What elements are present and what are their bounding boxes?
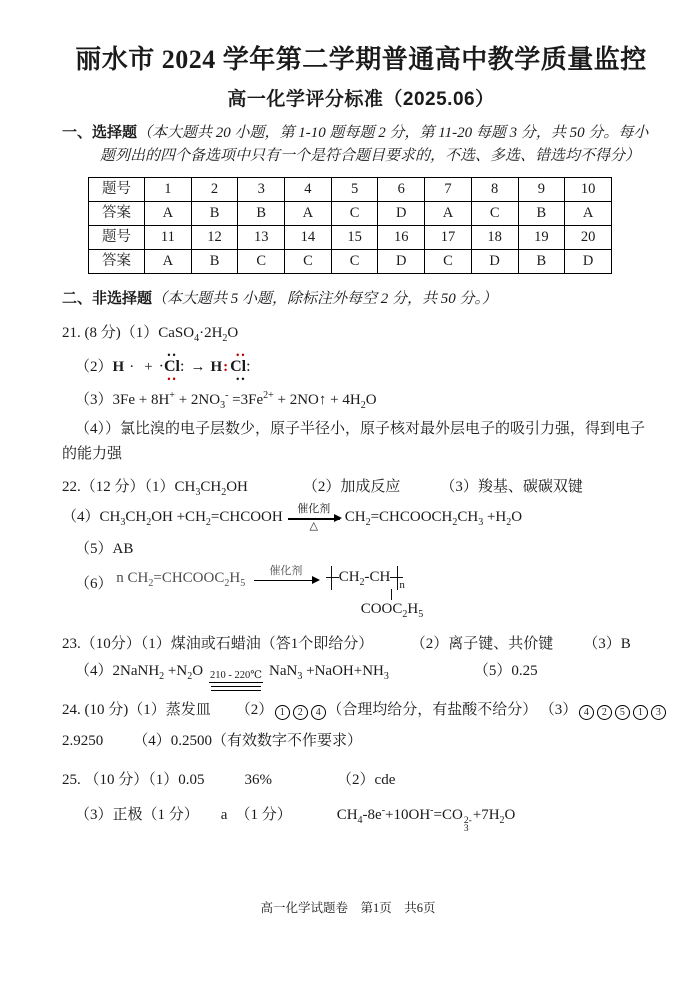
- answer-cell: C: [238, 250, 285, 274]
- answer-item: （4）0.2500（有效数字不作要求）: [133, 732, 363, 749]
- q25-line1: [62, 769, 660, 792]
- q21-lewis-line: [75, 351, 660, 383]
- reaction-arrow: [288, 503, 340, 532]
- table-row: [89, 202, 612, 226]
- q21-line3: [75, 389, 660, 412]
- atom-symbol: Cl: [163, 358, 180, 375]
- answer-cell: 4: [285, 178, 332, 202]
- electron-dots-right: :: [179, 358, 185, 375]
- answer-cell: B: [238, 202, 285, 226]
- electron-dots-top: ••: [167, 350, 178, 360]
- answer-cell: 3: [238, 178, 285, 202]
- circled-number: 5: [615, 705, 630, 720]
- circled-number: 1: [633, 705, 648, 720]
- circled-number: 2: [293, 705, 308, 720]
- circled-number: 4: [579, 705, 594, 720]
- chemical-equation: $NaN_3 +NaOH+NH_3$: [269, 662, 389, 682]
- answer-cell: 1: [145, 178, 192, 202]
- lewis-structure: [75, 351, 252, 383]
- answer-item: （2）离子键、共价键: [418, 635, 554, 652]
- question-number: 25. （10 分）: [62, 771, 149, 788]
- answer-value: 36%: [244, 771, 273, 788]
- section1-instructions: （本大题共 20 小题，第 1-10 题每题 2 分，第 11-20 每题 3 分，共 50 分。每小题列出的四个备选项中只有一个是符合题目要求的，不选、多选、错选均不得分）: [100, 125, 649, 164]
- polymer-backbone: [331, 565, 404, 591]
- answer-item: （5）0.25: [473, 662, 538, 679]
- polymer-bracket-right: [390, 566, 398, 590]
- answer-cell: 5: [331, 178, 378, 202]
- answer-cell: A: [285, 202, 332, 226]
- answer-cell: 17: [425, 226, 472, 250]
- answer-item: （2）加成反应: [302, 479, 401, 495]
- answer-cell: C: [331, 250, 378, 274]
- answer-cell: A: [565, 202, 612, 226]
- catalyst-label: 催化剂: [269, 564, 303, 577]
- table-row: [89, 226, 612, 250]
- heat-symbol: △: [309, 519, 318, 532]
- table-row: [89, 250, 612, 274]
- arrow-head: [334, 514, 342, 522]
- pendant-group: $COOC_2H_5$: [360, 600, 424, 620]
- arrow-head: [312, 576, 320, 584]
- item-label: （2）: [235, 701, 274, 718]
- hydrogen-atom: H: [210, 358, 223, 375]
- electron-dots-right: :: [246, 358, 251, 375]
- answer-text: 的能力强: [62, 446, 123, 462]
- answer-cell: B: [191, 202, 238, 226]
- question-number: 23.（10分）: [62, 635, 141, 652]
- circled-answers: [577, 702, 667, 718]
- circled-number: 2: [597, 705, 612, 720]
- item-label: （2）: [75, 358, 113, 375]
- subscript-count: 3: [463, 823, 469, 834]
- arrow-icon: →: [190, 358, 206, 375]
- page-subtitle: 高一化学评分标准（2025.06）: [227, 89, 495, 110]
- degree-of-polymerization: n: [399, 579, 405, 591]
- superscript-charge: 2-: [463, 815, 472, 826]
- answer-cell: 12: [191, 226, 238, 250]
- answer-cell: A: [145, 250, 192, 274]
- chemical-equation: （4）2NaNH$_2$ $+N_2O$: [75, 662, 204, 682]
- q22-line1: [62, 476, 660, 499]
- q25-line2: [75, 804, 660, 833]
- q22-line6: [75, 565, 660, 623]
- arrow-line: [254, 580, 318, 582]
- q22-reaction-line: [62, 503, 660, 532]
- monomer-formula: n $CH_2=CHCOOC_2H_5$: [116, 569, 246, 589]
- q23-reaction-line: [75, 660, 660, 691]
- section2-instructions: （本大题共 5 小题，除标注外每空 2 分，共 50 分。）: [152, 291, 498, 307]
- answer-value: a: [220, 806, 228, 823]
- section1-paragraph: [62, 122, 660, 168]
- row-header-cell: 答案: [89, 202, 145, 226]
- chemical-equation: $(4)CH_3CH_2OH$ $+CH_2=CHCOOH$: [62, 508, 283, 528]
- answer-item: （3）B: [583, 635, 631, 652]
- electron-dot: ·: [158, 358, 164, 375]
- table-row: [89, 178, 612, 202]
- question-number: 24. (10 分): [62, 701, 129, 718]
- answer-item: （1）0.05: [148, 771, 205, 788]
- answer-item: 21. (8 分)$(1)CaSO_4\cdot 2H_2O$: [62, 325, 239, 344]
- answer-cell: 7: [425, 178, 472, 202]
- grading-note: （合理均给分，有盐酸不给分）: [327, 701, 538, 718]
- q24-line2: [62, 730, 660, 753]
- answer-cell: 9: [518, 178, 565, 202]
- q23-line1: [62, 633, 660, 656]
- answer-cell: 10: [565, 178, 612, 202]
- answer-cell: 16: [378, 226, 425, 250]
- electron-dots-bottom: ••: [236, 374, 247, 384]
- answer-cell: 6: [378, 178, 425, 202]
- answer-text: （4））氯比溴的电子层数少，原子半径小，原子核对最外层电子的吸引力强，得到电子: [75, 421, 646, 437]
- arrow-line: [288, 518, 340, 520]
- document-content: [0, 44, 696, 833]
- section2-heading: 二、非选择题: [62, 291, 153, 307]
- equation-part: $+7H_2O$: [472, 806, 516, 826]
- circled-answers: [273, 702, 327, 718]
- equation-part: $CH_4-8e^-+10OH^-=CO$: [336, 804, 463, 826]
- answer-cell: 15: [331, 226, 378, 250]
- section1-heading: 一、选择题: [62, 125, 138, 141]
- answer-cell: 11: [145, 226, 192, 250]
- page-title: 丽水市 2024 学年第二学期普通高中教学质量监控: [75, 45, 647, 74]
- circled-number: 3: [651, 705, 666, 720]
- q22-line5: [75, 538, 660, 561]
- answer-cell: C: [471, 202, 518, 226]
- chemical-equation: $CH_2=CHCOOCH_2CH_3 +H_2O$: [344, 508, 523, 528]
- answer-cell: A: [145, 202, 192, 226]
- atom-row: [159, 359, 185, 375]
- bond-electron-pair: :: [223, 358, 229, 375]
- polymer-bracket-left: [331, 566, 339, 590]
- answer-table: [88, 177, 612, 274]
- electron-dots-bottom: ••: [167, 374, 178, 384]
- reaction-condition-equals: [209, 669, 263, 691]
- row-header-cell: 题号: [89, 226, 145, 250]
- atom-symbol: Cl: [230, 358, 247, 375]
- reaction-arrow: [254, 565, 318, 583]
- double-line-equals: [211, 686, 261, 691]
- answer-item: $(1)CH_3CH_2OH$: [144, 479, 248, 498]
- temperature-condition: 210 - 220℃: [210, 669, 263, 681]
- electrode-equation: [336, 804, 516, 834]
- q21-line4b: [62, 443, 660, 466]
- atom-row: [230, 359, 250, 375]
- stacked-charge: [464, 817, 472, 833]
- score-note: （1 分）: [235, 806, 292, 823]
- answer-value: 2.9250: [62, 732, 104, 749]
- answer-cell: 19: [518, 226, 565, 250]
- answer-cell: B: [518, 202, 565, 226]
- answer-cell: 13: [238, 226, 285, 250]
- answer-cell: A: [425, 202, 472, 226]
- answer-item: （1）蒸发皿: [128, 701, 211, 718]
- page-footer: 高一化学试题卷 第1页 共6页: [260, 901, 436, 915]
- answer-cell: D: [378, 202, 425, 226]
- row-header-cell: 题号: [89, 178, 145, 202]
- answer-cell: 2: [191, 178, 238, 202]
- answer-item: （5）AB: [75, 540, 134, 557]
- chlorine-atom-right: [230, 351, 250, 383]
- row-header-cell: 答案: [89, 250, 145, 274]
- answer-cell: 20: [565, 226, 612, 250]
- answer-cell: D: [565, 250, 612, 274]
- answer-cell: C: [425, 250, 472, 274]
- repeat-unit: $CH_2-CH$: [338, 569, 391, 588]
- section2-paragraph: [62, 288, 660, 311]
- answer-cell: B: [518, 250, 565, 274]
- chemical-equation: $(3)3Fe + 8H^+ + 2NO_3^- =3Fe^{2+}$ + 2NO↑ + $4H_2O$: [75, 390, 377, 411]
- circled-number: 4: [311, 705, 326, 720]
- circled-number: 1: [275, 705, 290, 720]
- answer-cell: 8: [471, 178, 518, 202]
- plus-sign: +: [144, 358, 153, 375]
- item-label: （6）: [75, 575, 113, 592]
- polymer-structure: [331, 565, 424, 620]
- answer-cell: 14: [285, 226, 332, 250]
- answer-cell: D: [471, 250, 518, 274]
- chlorine-atom-left: [159, 351, 185, 383]
- answer-item: （1）煤油或石蜡油（答1个即给分）: [140, 635, 374, 652]
- question-number: 22.（12 分）: [62, 479, 145, 495]
- q24-line1: [62, 699, 660, 722]
- catalyst-label: 催化剂: [297, 503, 331, 515]
- electron-dots-top: ••: [236, 350, 247, 360]
- answer-item: （3）正极（1 分）: [75, 806, 199, 823]
- q21-line4a: [75, 418, 660, 441]
- answer-item: （2）cde: [337, 771, 396, 788]
- item-label: （3）: [547, 701, 578, 718]
- answer-cell: C: [331, 202, 378, 226]
- answer-cell: B: [191, 250, 238, 274]
- hydrogen-atom: H: [112, 358, 125, 375]
- answer-cell: C: [285, 250, 332, 274]
- answer-item: （3）羧基、碳碳双键: [440, 479, 583, 495]
- answer-cell: D: [378, 250, 425, 274]
- q21-line1: [62, 322, 660, 345]
- answer-cell: 18: [471, 226, 518, 250]
- electron-dot: ·: [129, 358, 135, 375]
